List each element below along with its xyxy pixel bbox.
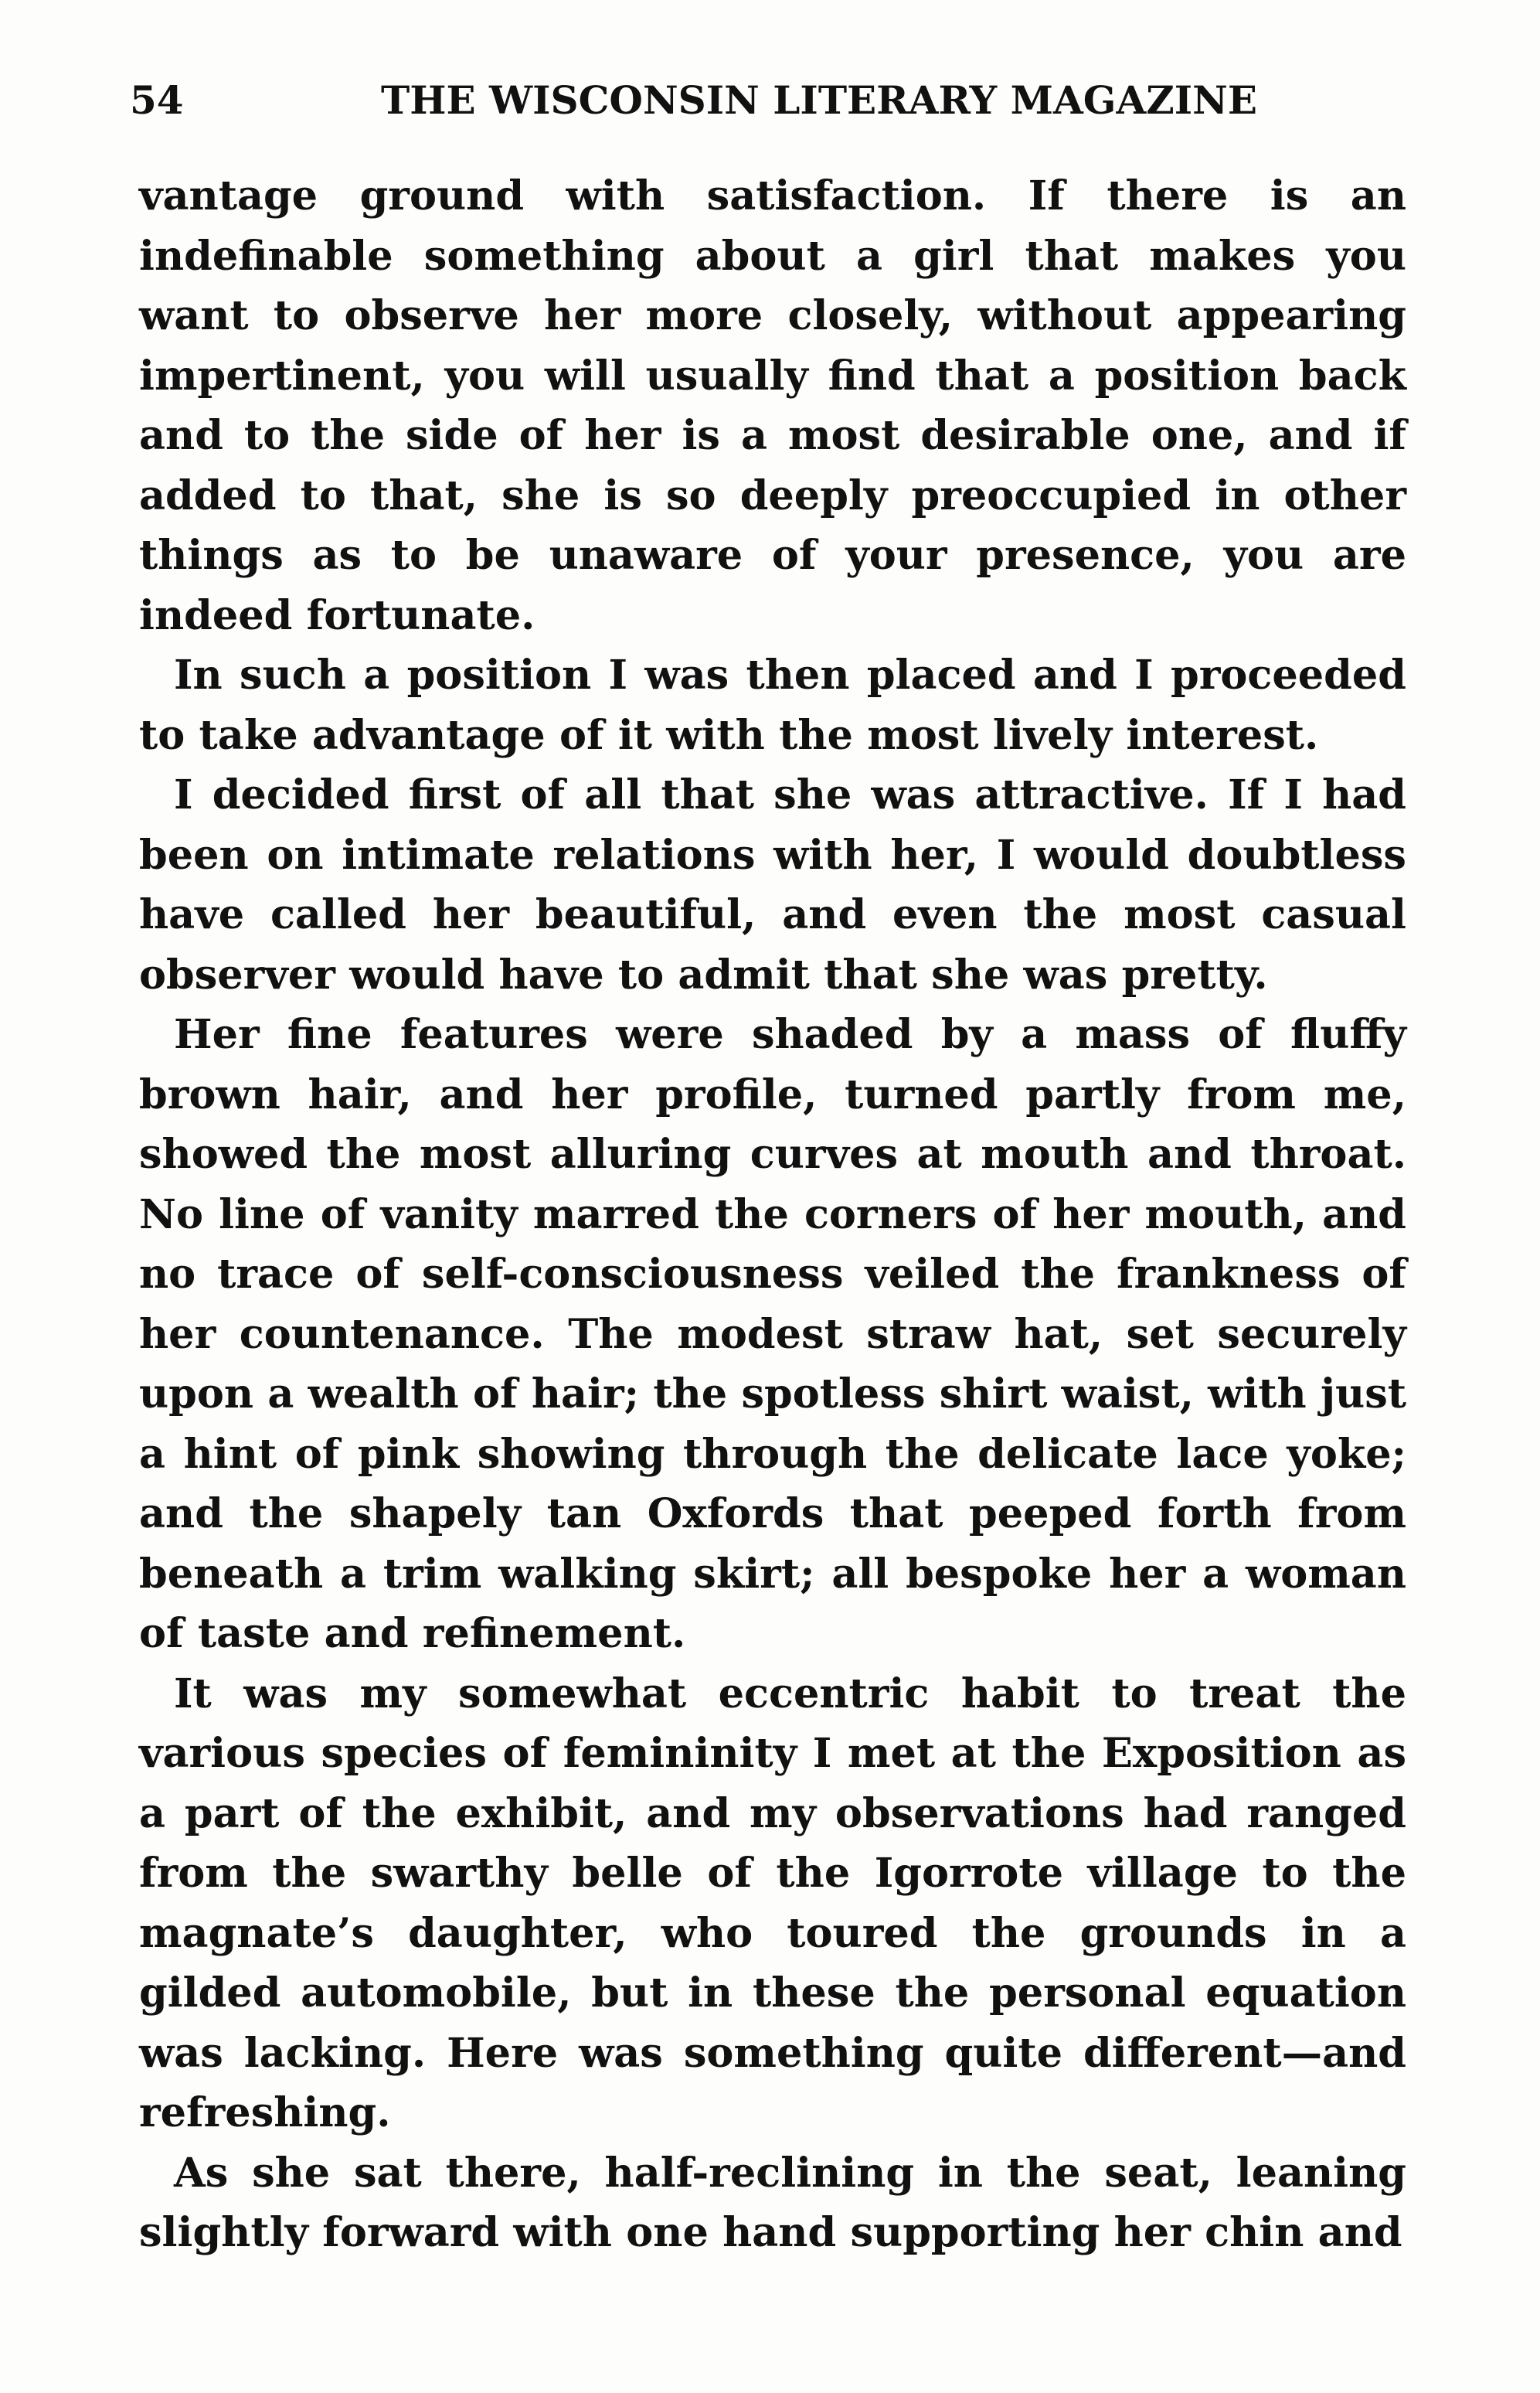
paragraph: It was my somewhat eccentric habit to treat the various species of femininity I met at the Exposition as a part of the exhibit, and my observations had ranged from the swarthy belle of the Igorrote village to the magnate’s daughter, who toured the grounds in a gilded automobile, but in these the personal equation was lacking. Here was something quite different—and refreshing. — [139, 1670, 1406, 2136]
magazine-title: THE WISCONSIN LITERARY MAGAZINE — [381, 77, 1257, 123]
paragraph: Her fine features were shaded by a mass of fluffy brown hair, and her profile, turned partly from me, showed the most alluring curves at mouth and throat. No line of vanity marred the corners of her mouth, and no trace of self-consciousness veiled the frankness of her countenance. The modest straw hat, set securely upon a wealth of hair; the spotless shirt waist, with just a hint of pink showing through the delicate lace yoke; and the shapely tan Oxfords that peeped forth from beneath a trim walking skirt; all bespoke her a woman of taste and refinement. — [139, 1011, 1406, 1657]
page-number: 54 — [130, 77, 184, 123]
paragraph: As she sat there, half-reclining in the seat, leaning slightly forward with one hand supporting her chin and — [139, 2149, 1406, 2256]
paragraph-continued: vantage ground with satisfaction. If there is an indefinable something about a girl that makes you want to observe her more closely, without appearing impertinent, you will usually find that a position back and to the side of her is a most desirable one, and if added to that, she is so deeply preoccupied in other things as to be unaware of your presence, you are indeed fortunate. — [139, 172, 1406, 639]
paragraph: I decided first of all that she was attractive. If I had been on intimate relations with her, I would doubtless have called her beautiful, and even the most casual observer would have to admit that she was pretty. — [139, 771, 1406, 999]
paragraph: In such a position I was then placed and I proceeded to take advantage of it with the most lively interest. — [139, 652, 1406, 759]
running-head — [130, 77, 1424, 139]
body-text — [139, 166, 1406, 2263]
